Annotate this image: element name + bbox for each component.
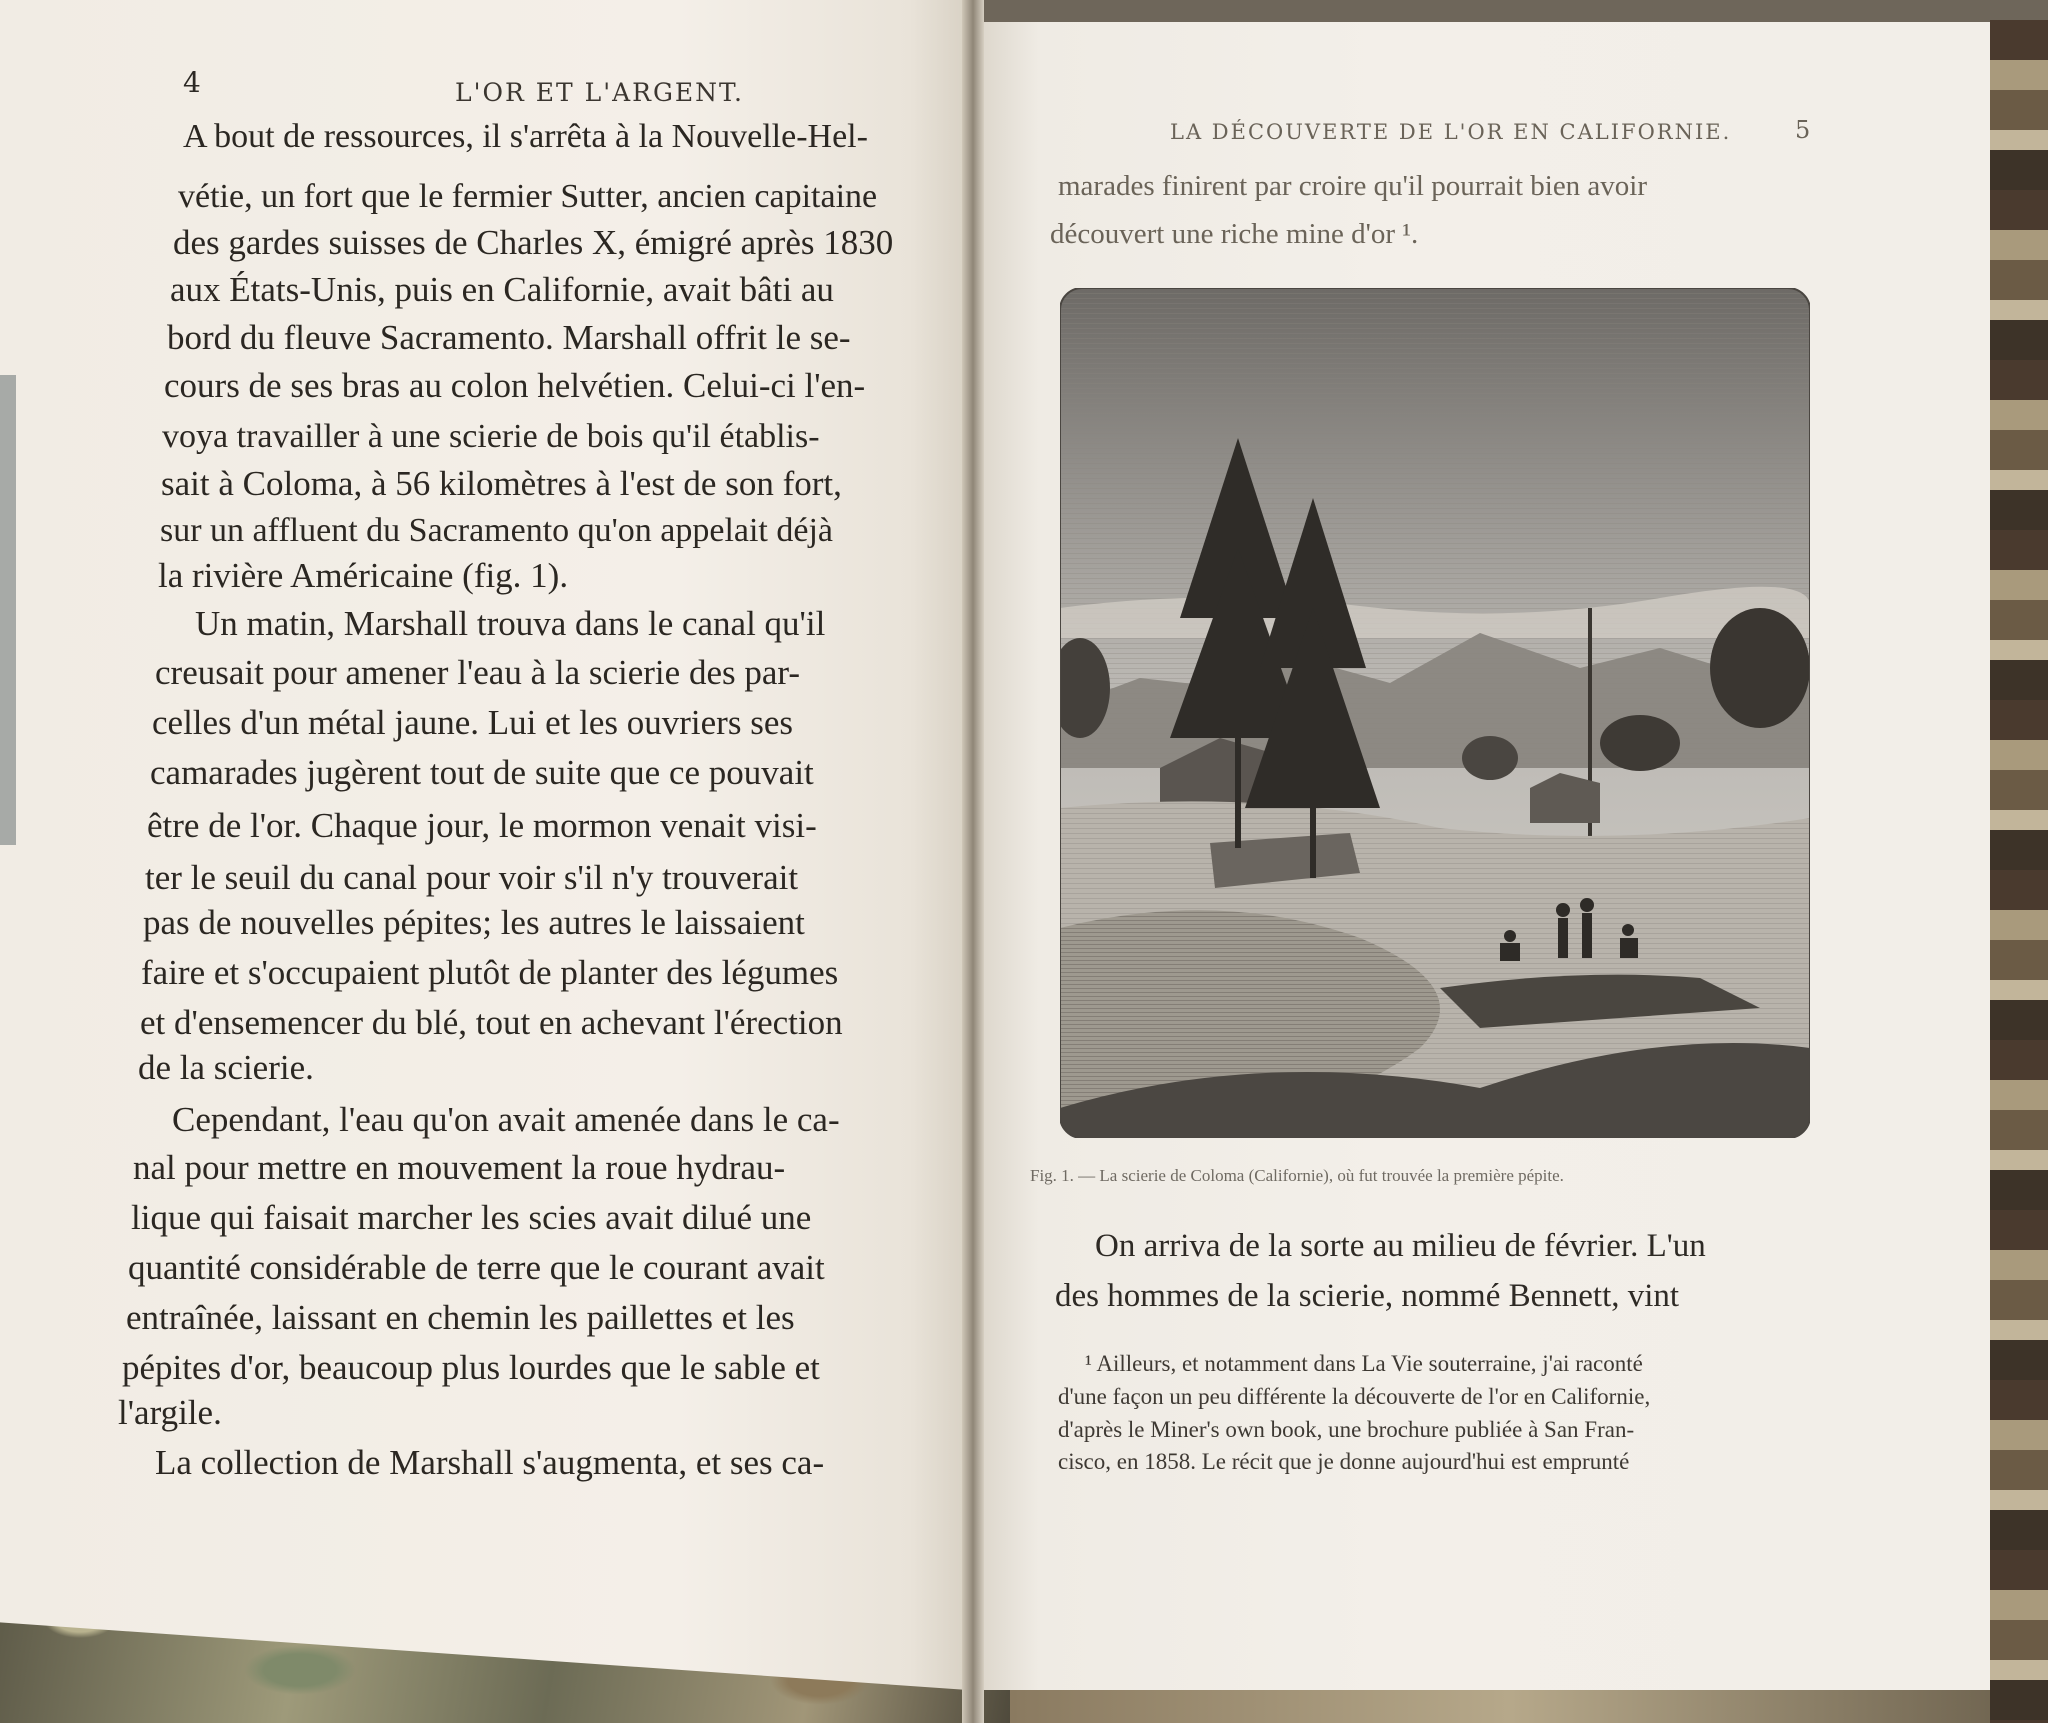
text-line: On arriva de la sorte au milieu de février. L'un bbox=[1095, 1228, 1706, 1264]
text-line: marades finirent par croire qu'il pourrait bien avoir bbox=[1058, 170, 1648, 202]
text-line: l'argile. bbox=[118, 1393, 222, 1432]
text-line: pépites d'or, beaucoup plus lourdes que le sable et bbox=[122, 1348, 820, 1387]
text-line: découvert une riche mine d'or ¹. bbox=[1050, 218, 1419, 250]
text-line: sur un affluent du Sacramento qu'on appelait déjà bbox=[160, 512, 834, 549]
engraving-illustration bbox=[1060, 288, 1810, 1138]
figure-caption: Fig. 1. — La scierie de Coloma (Californie), où fut trouvée la première pépite. bbox=[1030, 1166, 1564, 1185]
text-line: pas de nouvelles pépites; les autres le laissaient bbox=[143, 903, 805, 942]
left-page-number: 4 bbox=[183, 66, 201, 99]
text-line: des hommes de la scierie, nommé Bennett, vint bbox=[1055, 1278, 1680, 1314]
text-line: aux États-Unis, puis en Californie, avait bâti au bbox=[170, 270, 834, 309]
text-line: creusait pour amener l'eau à la scierie des par- bbox=[155, 653, 800, 692]
text-line: quantité considérable de terre que le courant avait bbox=[128, 1248, 825, 1287]
footnote-line: d'après le Miner's own book, une brochure publiée à San Fran- bbox=[1058, 1417, 1635, 1442]
book-cover-edge bbox=[1010, 1690, 2010, 1723]
text-line: bord du fleuve Sacramento. Marshall offrit le se- bbox=[167, 318, 851, 357]
text-line: celles d'un métal jaune. Lui et les ouvriers ses bbox=[152, 703, 793, 742]
text-line: nal pour mettre en mouvement la roue hydrau- bbox=[133, 1148, 786, 1187]
text-line: voya travailler à une scierie de bois qu'il établis- bbox=[162, 418, 820, 455]
book-cover-marbled-right bbox=[1990, 20, 2048, 1723]
text-line: Cependant, l'eau qu'on avait amenée dans le ca- bbox=[172, 1100, 840, 1139]
footnote-line: ¹ Ailleurs, et notamment dans La Vie souterraine, j'ai raconté bbox=[1085, 1351, 1643, 1376]
text-line: et d'ensemencer du blé, tout en achevant l'érection bbox=[140, 1003, 843, 1042]
page-edge-tab bbox=[0, 375, 16, 845]
right-running-head: LA DÉCOUVERTE DE L'OR EN CALIFORNIE. bbox=[1170, 120, 1732, 144]
text-line: la rivière Américaine (fig. 1). bbox=[158, 556, 569, 595]
text-line: camarades jugèrent tout de suite que ce pouvait bbox=[150, 753, 814, 792]
text-line: A bout de ressources, il s'arrêta à la Nouvelle-Hel- bbox=[183, 118, 868, 155]
text-line: de la scierie. bbox=[138, 1048, 314, 1087]
footnote-line: d'une façon un peu différente la découverte de l'or en Californie, bbox=[1058, 1384, 1651, 1409]
right-page-number: 5 bbox=[1795, 116, 1811, 144]
text-line: sait à Coloma, à 56 kilomètres à l'est de son fort, bbox=[161, 464, 842, 503]
text-line: entraînée, laissant en chemin les paillettes et les bbox=[126, 1298, 795, 1337]
text-line: être de l'or. Chaque jour, le mormon venait visi- bbox=[147, 806, 817, 845]
text-line: cours de ses bras au colon helvétien. Celui-ci l'en- bbox=[164, 366, 866, 405]
left-running-head: L'OR ET L'ARGENT. bbox=[455, 78, 745, 107]
text-line: vétie, un fort que le fermier Sutter, ancien capitaine bbox=[178, 178, 878, 215]
text-line: faire et s'occupaient plutôt de planter des légumes bbox=[141, 953, 839, 992]
text-line: ter le seuil du canal pour voir s'il n'y trouverait bbox=[145, 858, 799, 897]
book-gutter bbox=[962, 0, 984, 1723]
text-line: lique qui faisait marcher les scies avait dilué une bbox=[131, 1198, 812, 1237]
footnote-line: cisco, en 1858. Le récit que je donne aujourd'hui est emprunté bbox=[1058, 1449, 1630, 1474]
text-line: Un matin, Marshall trouva dans le canal qu'il bbox=[195, 604, 826, 643]
text-line: des gardes suisses de Charles X, émigré après 1830 bbox=[173, 223, 894, 262]
text-line: La collection de Marshall s'augmenta, et ses ca- bbox=[155, 1443, 825, 1482]
